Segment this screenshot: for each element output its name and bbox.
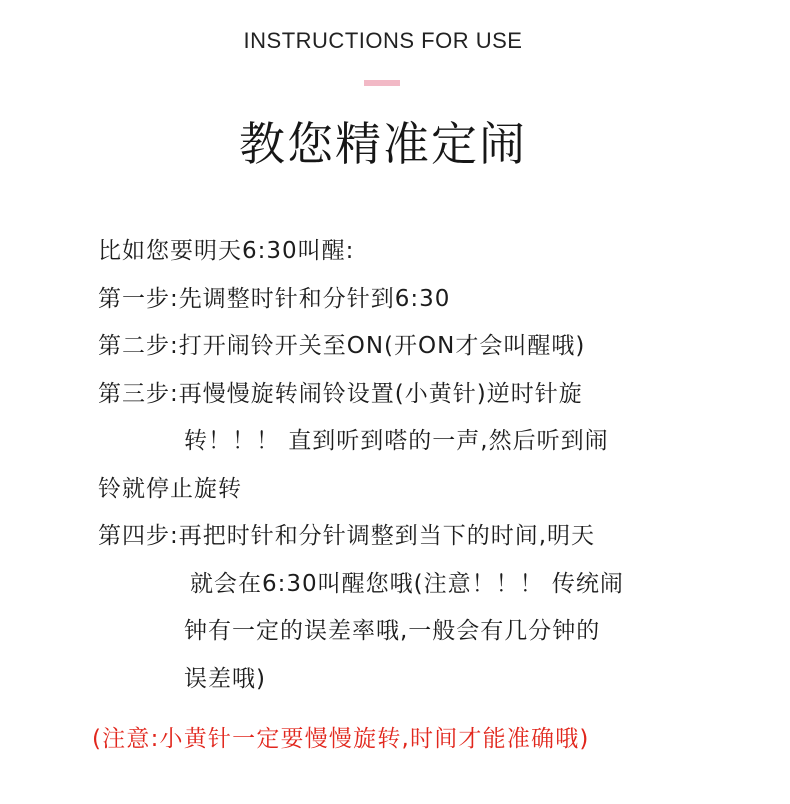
step-4-line-4: 误差哦): [184, 665, 266, 692]
english-title: INSTRUCTIONS FOR USE: [243, 28, 523, 53]
step-1-line: 第一步:先调整时针和分针到6:30: [98, 285, 451, 312]
step-3-line-3: 铃就停止旋转: [98, 475, 242, 502]
title-divider: [364, 80, 400, 86]
instruction-body: [98, 228, 708, 703]
warning-note: (注意:小黄针一定要慢慢旋转,时间才能准确哦): [92, 726, 590, 752]
intro-line: 比如您要明天6:30叫醒:: [98, 238, 355, 264]
chinese-title: 教您精准定闹: [239, 117, 527, 171]
step-4-line-3: 钟有一定的误差率哦,一般会有几分钟的: [184, 618, 601, 644]
step-4-line-1: 第四步:再把时针和分针调整到当下的时间,明天: [98, 523, 596, 549]
step-4-line-2: 就会在6:30叫醒您哦(注意！！！ 传统闹: [190, 570, 624, 597]
step-3-line-2: 转！！！ 直到听到嗒的一声,然后听到闹: [184, 428, 609, 454]
step-3-line-1: 第三步:再慢慢旋转闹铃设置(小黄针)逆时针旋: [98, 380, 583, 407]
step-2-line: 第二步:打开闹铃开关至ON(开ON才会叫醒哦): [98, 333, 586, 359]
